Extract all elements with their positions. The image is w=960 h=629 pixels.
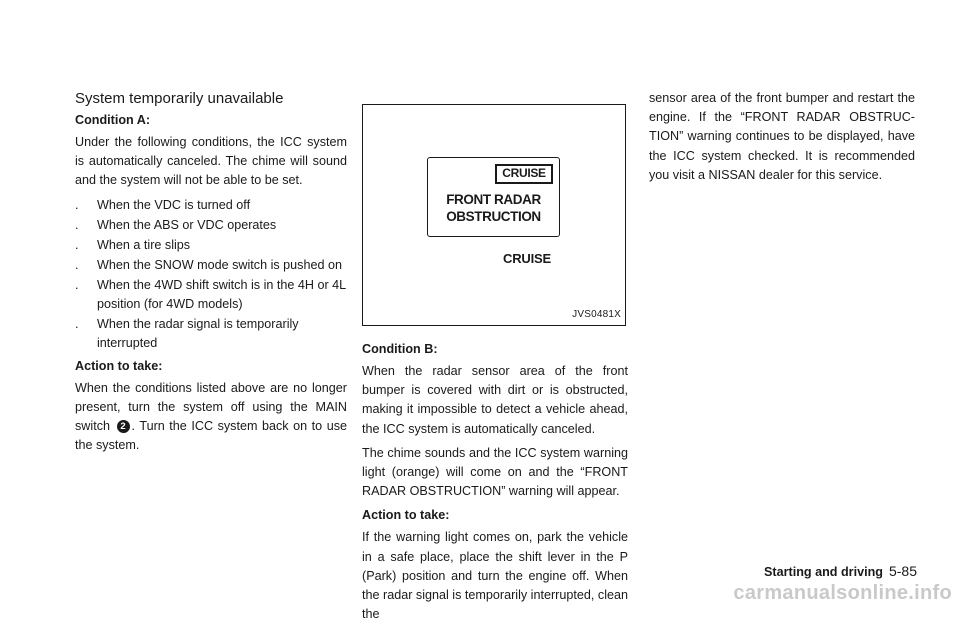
list-item-text: When a tire slips	[97, 237, 191, 252]
condition-b-action-heading: Action to take:	[362, 508, 450, 523]
watermark: carmanualsonline.info	[733, 582, 952, 604]
page-number: 5-85	[888, 563, 917, 579]
bullet-mark: .	[75, 237, 79, 252]
list-item	[75, 236, 347, 255]
column-3-text: sensor area of the front bumper and restart the engine. If the “FRONT RADAR OBSTRUC-TION” warning continues to be displayed, have the ICC system checked. It is recommended you visit a NISSAN dealer for this service.	[649, 91, 915, 182]
warning-display-figure	[362, 104, 626, 326]
list-item	[75, 196, 347, 215]
bullet-mark: .	[75, 217, 79, 232]
action-text-part-1: When the conditions listed above are no longer present, turn the system off using the MAIN switch	[75, 380, 347, 434]
display-screen	[427, 157, 560, 237]
bullet-mark: .	[75, 257, 79, 272]
condition-a-action-heading: Action to take:	[75, 358, 163, 373]
action-text-part-2: . Turn the ICC system back on to use the system.	[75, 419, 347, 453]
list-item	[75, 256, 347, 275]
figure-id: JVS0481X	[572, 308, 621, 320]
condition-b-heading: Condition B:	[362, 342, 438, 356]
list-item	[75, 315, 347, 353]
column-middle	[362, 104, 628, 629]
list-item-text: When the radar signal is temporarily interrupted	[97, 316, 299, 350]
cruise-indicator-box: CRUISE	[495, 164, 553, 184]
bullet-mark: .	[75, 277, 79, 292]
front-radar-obstruction-warning	[428, 191, 559, 225]
list-item-text: When the ABS or VDC operates	[97, 217, 277, 232]
warning-line-2: OBSTRUCTION	[446, 209, 541, 224]
condition-b-para-2: The chime sounds and the ICC system warning light (orange) will come on and the “FRONT RADAR OBSTRUCTION” warning will appear.	[362, 445, 628, 499]
condition-b-para-1: When the radar sensor area of the front bumper is covered with dirt or is obstructed, making it impossible to detect a vehicle ahead, the ICC system is automatically canceled.	[362, 364, 628, 436]
warning-line-1: FRONT RADAR	[446, 192, 541, 207]
list-item	[75, 276, 347, 314]
section-title: System temporarily unavailable	[75, 90, 284, 107]
list-item-text: When the VDC is turned off	[97, 197, 251, 212]
column-left	[75, 89, 347, 460]
bullet-mark: .	[75, 316, 79, 331]
column-right	[649, 89, 915, 190]
chapter-title: Starting and driving	[764, 565, 883, 579]
condition-a-list	[75, 196, 347, 353]
list-item-text: When the SNOW mode switch is pushed on	[97, 257, 342, 272]
condition-b-action-text: If the warning light comes on, park the vehicle in a safe place, place the shift lever in the P (Park) position and turn the engine off. When the radar signal is temporarily interrupted, clean the	[362, 530, 628, 622]
bullet-mark: .	[75, 197, 79, 212]
list-item-text: When the 4WD shift switch is in the 4H or 4L position (for 4WD models)	[97, 277, 346, 311]
list-item	[75, 216, 347, 235]
condition-a-action-text	[75, 379, 347, 456]
main-switch-number-icon: 2	[117, 420, 130, 433]
page-footer	[764, 563, 917, 579]
condition-a-intro: Under the following conditions, the ICC system is automatically canceled. The chime will sound and the system will not be able to be set.	[75, 135, 347, 188]
cruise-indicator-label: CRUISE	[503, 251, 551, 266]
condition-a-heading: Condition A:	[75, 113, 151, 127]
